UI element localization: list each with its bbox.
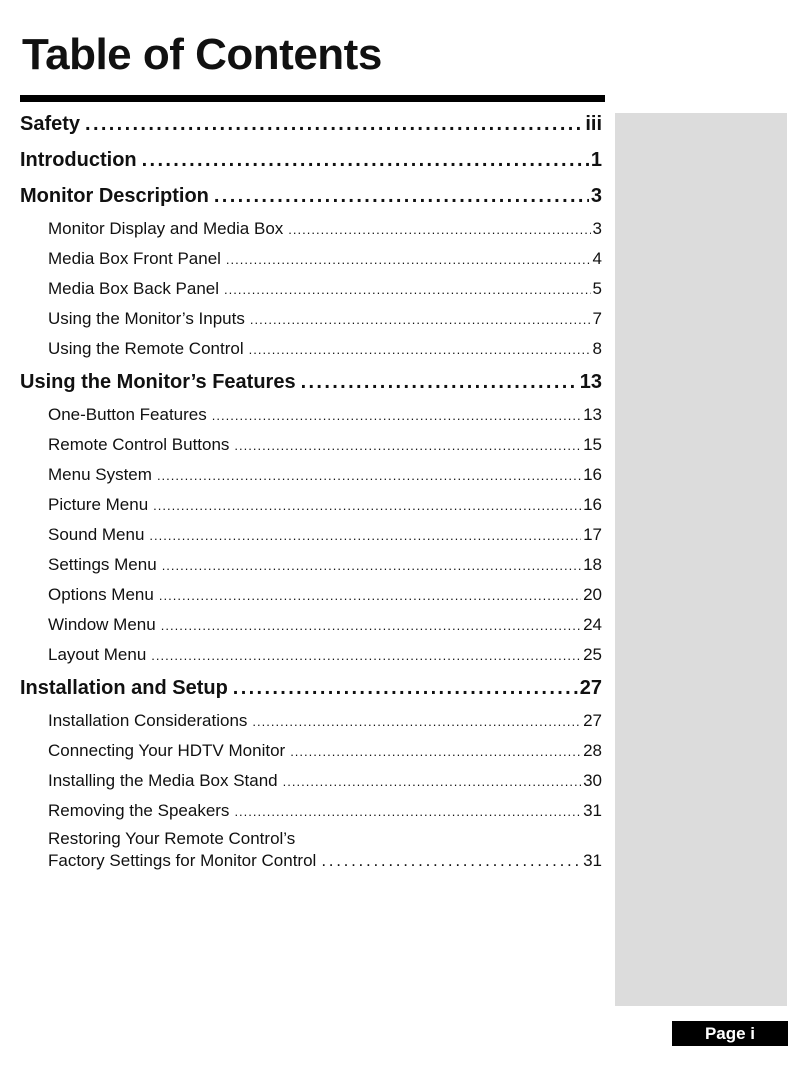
- toc-entry-page: 13: [583, 405, 602, 424]
- dot-leader: [224, 274, 590, 304]
- toc-entry-media-box-stand[interactable]: [20, 766, 602, 796]
- toc-entry-layout-menu[interactable]: [20, 640, 602, 670]
- toc-entry-introduction[interactable]: [20, 142, 602, 178]
- toc-entry-label: One-Button Features: [48, 405, 207, 424]
- toc-entry-restoring-remote[interactable]: [20, 828, 602, 872]
- toc-entry-settings-menu[interactable]: [20, 550, 602, 580]
- dot-leader: [153, 490, 581, 520]
- toc-entry-label-line1: Restoring Your Remote Control’s: [48, 829, 296, 848]
- toc-entry-page: 5: [592, 279, 602, 298]
- toc-entry-removing-speakers[interactable]: [20, 796, 602, 826]
- dot-leader: [149, 520, 581, 550]
- toc-entry-label: Installation Considerations: [48, 711, 248, 730]
- toc-entry-label: Media Box Front Panel: [48, 249, 221, 268]
- page-title: Table of Contents: [22, 30, 382, 79]
- toc-entry-label: Window Menu: [48, 615, 156, 634]
- dot-leader: [283, 766, 581, 796]
- toc-entry-page: 24: [583, 615, 602, 634]
- dot-leader: [233, 670, 578, 706]
- dot-leader: [151, 640, 581, 670]
- toc-entry-menu-system[interactable]: [20, 460, 602, 490]
- toc-entry-page: 28: [583, 741, 602, 760]
- toc-entry-picture-menu[interactable]: [20, 490, 602, 520]
- toc-entry-label: Sound Menu: [48, 525, 145, 544]
- toc-entry-one-button[interactable]: [20, 400, 602, 430]
- dot-leader: [162, 550, 581, 580]
- toc-entry-monitor-inputs[interactable]: [20, 304, 602, 334]
- table-of-contents: [20, 106, 602, 872]
- toc-entry-label: Layout Menu: [48, 645, 147, 664]
- toc-entry-label: Installation and Setup: [20, 677, 228, 699]
- dot-leader: [250, 304, 591, 334]
- dot-leader: [226, 244, 591, 274]
- dot-leader: [252, 706, 581, 736]
- toc-entry-label: Installing the Media Box Stand: [48, 771, 278, 790]
- toc-entry-page: 3: [592, 219, 602, 238]
- toc-entry-monitor-features[interactable]: [20, 364, 602, 400]
- toc-entry-page: 8: [592, 339, 602, 358]
- toc-entry-page: 1: [590, 149, 602, 171]
- toc-entry-options-menu[interactable]: [20, 580, 602, 610]
- toc-entry-page: 25: [583, 645, 602, 664]
- toc-entry-label: Picture Menu: [48, 495, 149, 514]
- toc-entry-page: 18: [583, 555, 602, 574]
- toc-entry-label: Connecting Your HDTV Monitor: [48, 741, 286, 760]
- toc-entry-label: Media Box Back Panel: [48, 279, 220, 298]
- dot-leader: [290, 736, 581, 766]
- toc-entry-page: 7: [592, 309, 602, 328]
- page-number-badge: Page i: [672, 1021, 788, 1046]
- dot-leader: [301, 364, 578, 400]
- toc-entry-safety[interactable]: [20, 106, 602, 142]
- toc-entry-page: 4: [592, 249, 602, 268]
- dot-leader: [234, 430, 581, 460]
- dot-leader: [288, 214, 590, 244]
- dot-leader: [321, 850, 581, 872]
- toc-entry-page: iii: [585, 113, 602, 135]
- toc-entry-label: Using the Remote Control: [48, 339, 244, 358]
- toc-entry-page: 15: [583, 435, 602, 454]
- dot-leader: [212, 400, 581, 430]
- toc-entry-label: Using the Monitor’s Inputs: [48, 309, 245, 328]
- dot-leader: [161, 610, 581, 640]
- dot-leader: [142, 142, 589, 178]
- toc-entry-label: Monitor Description: [20, 185, 209, 207]
- title-rule: [20, 95, 605, 102]
- toc-entry-label-line2: Factory Settings for Monitor Control: [48, 851, 317, 870]
- dot-leader: [159, 580, 581, 610]
- dot-leader: [234, 796, 581, 826]
- toc-entry-monitor-display[interactable]: [20, 214, 602, 244]
- toc-entry-label: Settings Menu: [48, 555, 157, 574]
- toc-entry-sound-menu[interactable]: [20, 520, 602, 550]
- toc-entry-label: Monitor Display and Media Box: [48, 219, 284, 238]
- toc-entry-page: 31: [583, 851, 602, 870]
- toc-entry-page: 13: [579, 371, 602, 393]
- toc-entry-window-menu[interactable]: [20, 610, 602, 640]
- dot-leader: [157, 460, 581, 490]
- toc-entry-page: 16: [583, 495, 602, 514]
- toc-entry-back-panel[interactable]: [20, 274, 602, 304]
- dot-leader: [214, 178, 589, 214]
- toc-entry-monitor-description[interactable]: [20, 178, 602, 214]
- toc-entry-page: 31: [583, 801, 602, 820]
- toc-entry-page: 20: [583, 585, 602, 604]
- toc-entry-page: 30: [583, 771, 602, 790]
- toc-entry-remote-control[interactable]: [20, 334, 602, 364]
- toc-entry-label: Removing the Speakers: [48, 801, 230, 820]
- dot-leader: [85, 106, 583, 142]
- toc-entry-page: 17: [583, 525, 602, 544]
- toc-entry-label: Options Menu: [48, 585, 154, 604]
- toc-entry-label: Safety: [20, 113, 81, 135]
- toc-entry-page: 3: [590, 185, 602, 207]
- toc-entry-page: 27: [583, 711, 602, 730]
- toc-entry-connecting-monitor[interactable]: [20, 736, 602, 766]
- toc-entry-page: 27: [579, 677, 602, 699]
- gray-side-panel: [615, 113, 787, 1006]
- toc-entry-label: Introduction: [20, 149, 137, 171]
- toc-entry-label: Remote Control Buttons: [48, 435, 230, 454]
- toc-entry-installation-setup[interactable]: [20, 670, 602, 706]
- toc-entry-remote-buttons[interactable]: [20, 430, 602, 460]
- toc-entry-label: Menu System: [48, 465, 152, 484]
- toc-entry-page: 16: [583, 465, 602, 484]
- dot-leader: [249, 334, 591, 364]
- toc-entry-installation-considerations[interactable]: [20, 706, 602, 736]
- toc-entry-front-panel[interactable]: [20, 244, 602, 274]
- toc-entry-label: Using the Monitor’s Features: [20, 371, 296, 393]
